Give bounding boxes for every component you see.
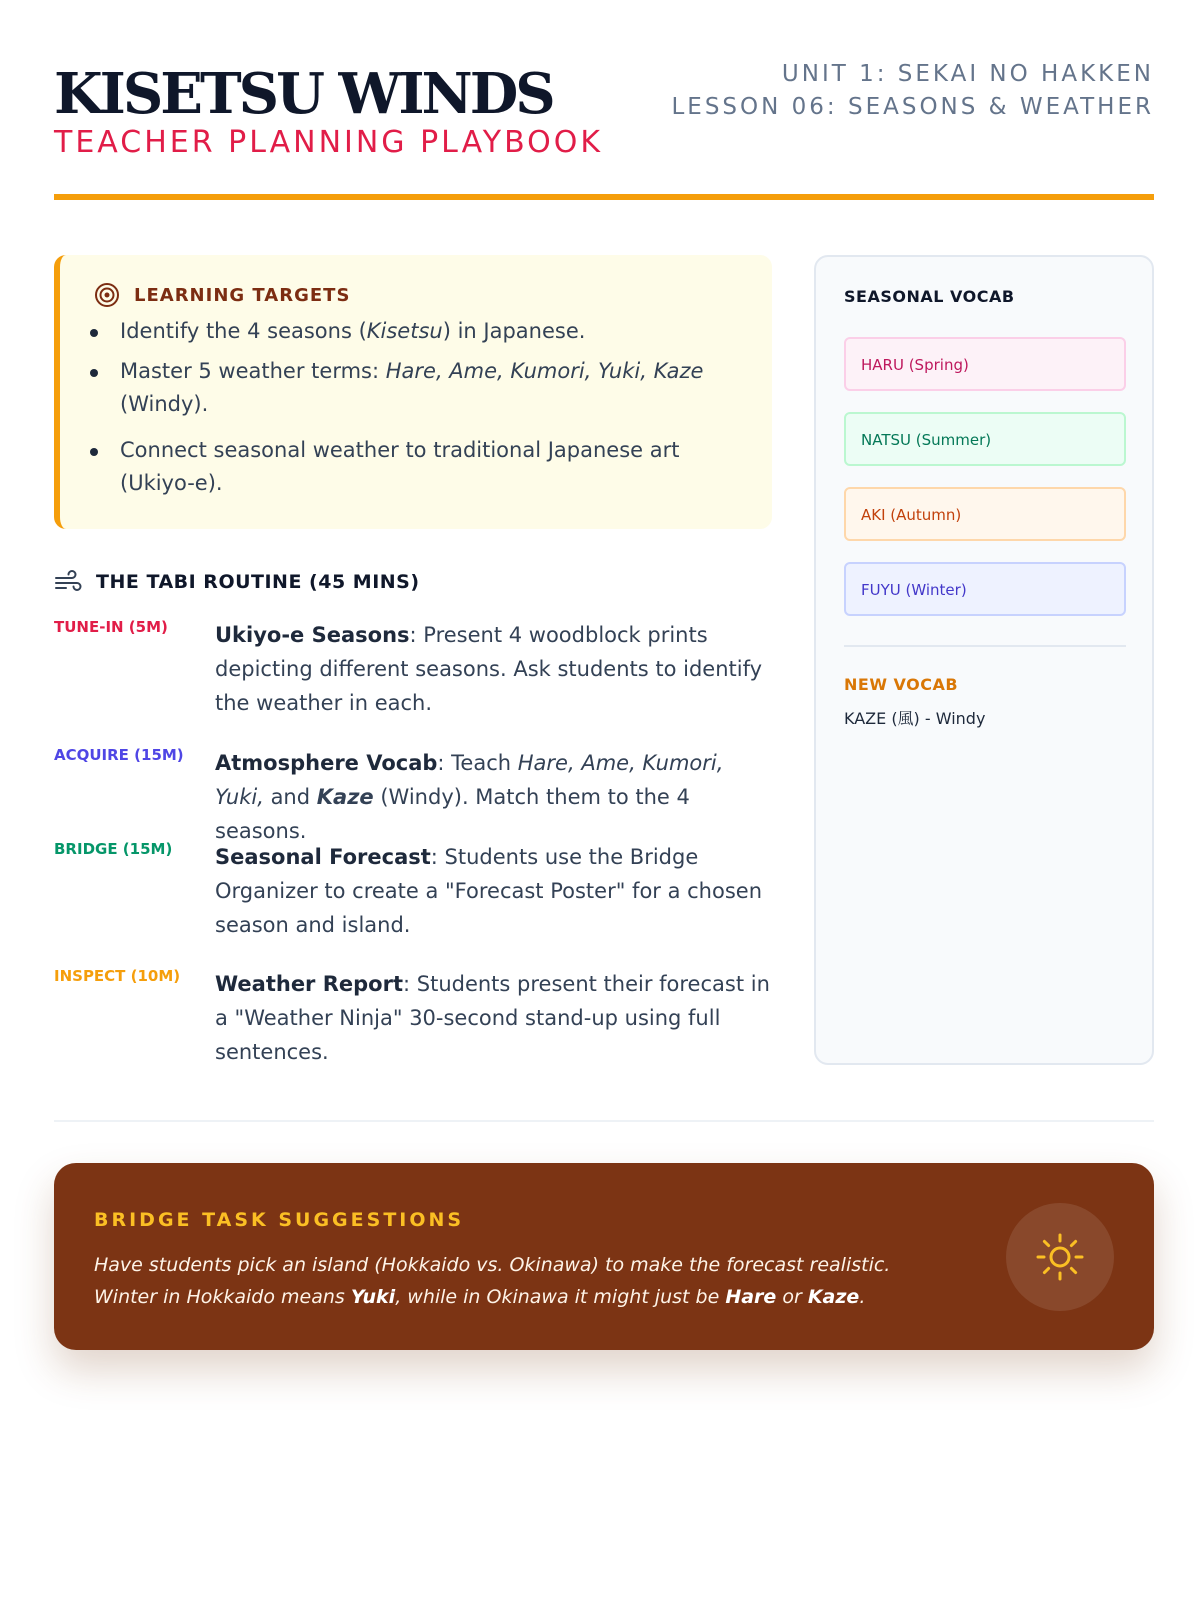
step-tag: INSPECT (10M) xyxy=(54,967,181,985)
season-chip-fuyu: FUYU (Winter) xyxy=(844,562,1126,616)
step-tag: BRIDGE (15M) xyxy=(54,840,173,858)
wind-icon xyxy=(54,570,82,594)
list-item: Identify the 4 seasons (Kisetsu) in Japanese. xyxy=(88,315,744,348)
season-chip-haru: HARU (Spring) xyxy=(844,337,1126,391)
step-description: Atmosphere Vocab: Teach Hare, Ame, Kumori, Yuki, and Kaze (Windy). Match them to the 4 seasons. xyxy=(215,751,724,843)
bridge-task-banner xyxy=(54,1163,1154,1350)
sidebar-divider xyxy=(844,645,1126,647)
routine-step-tune-in xyxy=(54,618,774,728)
routine-step-bridge xyxy=(54,840,774,950)
page-title: KISETSU WINDS xyxy=(54,61,553,127)
step-description: Ukiyo-e Seasons: Present 4 woodblock prints depicting different seasons. Ask students to identify the weather in each. xyxy=(215,623,763,715)
step-description: Weather Report: Students present their forecast in a "Weather Ninja" 30-second stand-up using full sentences. xyxy=(215,972,770,1064)
list-item: Connect seasonal weather to traditional Japanese art (Ukiyo-e). xyxy=(88,434,744,500)
sun-badge xyxy=(1006,1203,1114,1311)
sun-icon xyxy=(1034,1231,1086,1283)
bridge-task-text xyxy=(94,1249,934,1313)
unit-label: UNIT 1: SEKAI NO HAKKEN xyxy=(781,61,1154,87)
routine-step-acquire xyxy=(54,746,774,843)
bridge-line-2: Winter in Hokkaido means Yuki, while in Okinawa it might just be Hare or Kaze. xyxy=(94,1286,866,1308)
new-vocab-title: NEW VOCAB xyxy=(844,675,959,694)
learning-targets-header xyxy=(94,281,744,309)
step-tag: ACQUIRE (15M) xyxy=(54,746,184,764)
step-tag: TUNE-IN (5M) xyxy=(54,618,168,636)
new-vocab-item: KAZE (風) - Windy xyxy=(844,709,986,728)
lesson-label: LESSON 06: SEASONS & WEATHER xyxy=(671,94,1154,120)
learning-targets-list xyxy=(88,315,744,500)
page-subtitle: TEACHER PLANNING PLAYBOOK xyxy=(54,125,604,160)
learning-targets-box xyxy=(54,255,772,529)
season-chip-aki: AKI (Autumn) xyxy=(844,487,1126,541)
header-divider xyxy=(54,194,1154,200)
unit-lesson-block xyxy=(671,58,1154,124)
season-chip-natsu: NATSU (Summer) xyxy=(844,412,1126,466)
routine-header xyxy=(54,568,420,596)
section-divider xyxy=(54,1120,1154,1122)
seasonal-vocab-sidebar xyxy=(814,255,1154,1065)
routine-step-inspect xyxy=(54,967,774,1077)
learning-targets-title: LEARNING TARGETS xyxy=(134,284,351,306)
step-description: Seasonal Forecast: Students use the Bridge Organizer to create a "Forecast Poster" for a chosen season and island. xyxy=(215,845,763,937)
bridge-task-title: BRIDGE TASK SUGGESTIONS xyxy=(94,1209,465,1231)
page-header xyxy=(54,58,1154,200)
target-icon xyxy=(94,282,120,308)
routine-title: THE TABI ROUTINE (45 MINS) xyxy=(96,571,420,593)
bridge-line-1: Have students pick an island (Hokkaido vs. Okinawa) to make the forecast realistic. xyxy=(94,1254,891,1276)
list-item: Master 5 weather terms: Hare, Ame, Kumori, Yuki, Kaze (Windy). xyxy=(88,355,744,427)
seasonal-vocab-title: SEASONAL VOCAB xyxy=(844,287,1015,306)
playbook-page xyxy=(54,0,1154,1600)
